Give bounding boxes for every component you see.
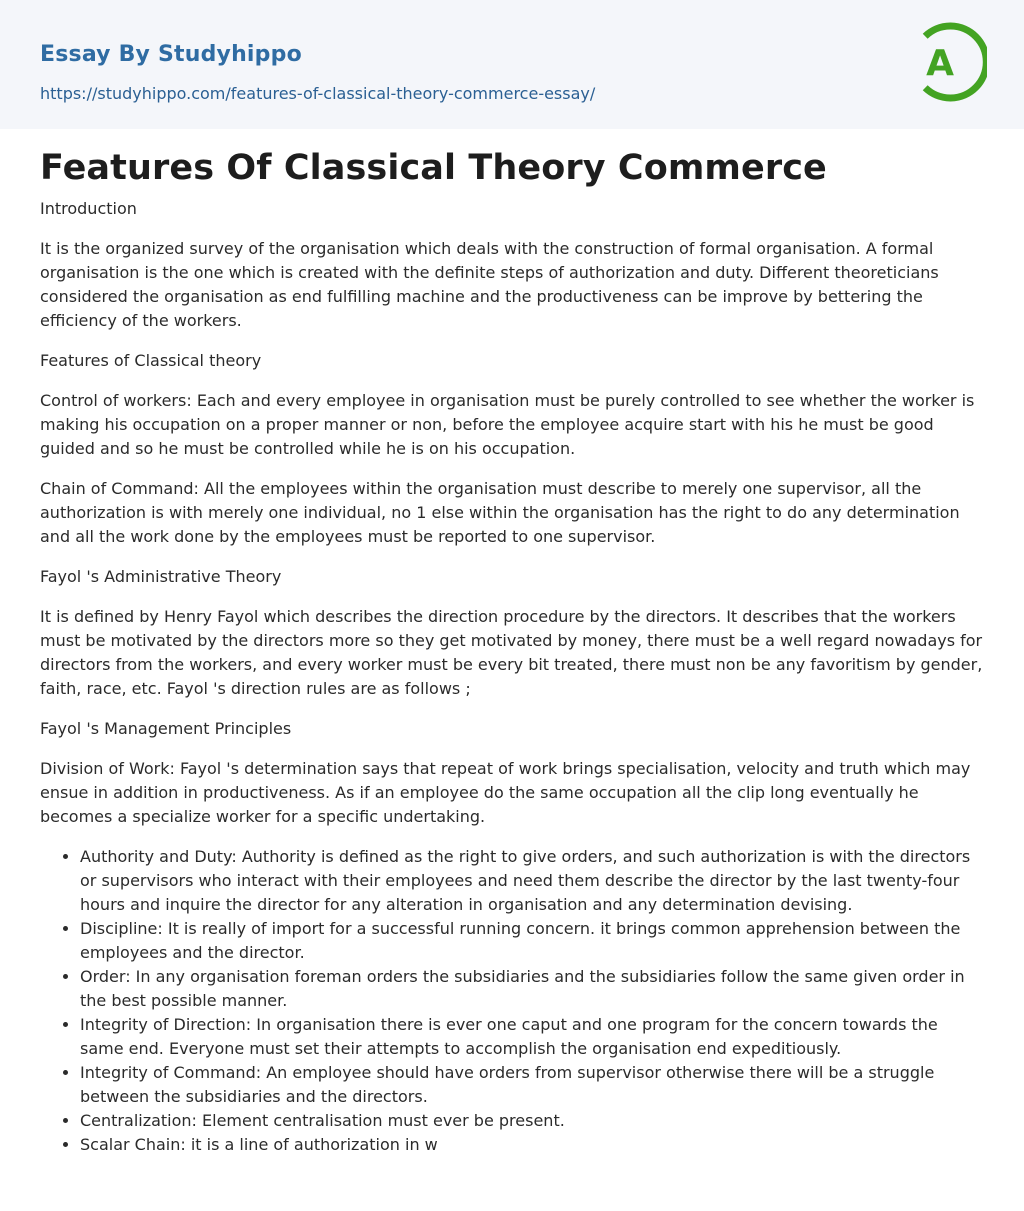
logo-letter: A <box>926 43 954 84</box>
list-item: • Integrity of Command: An employee should have orders from supervisor otherwise there will be a struggle between the subsidiaries and the directors. <box>80 1061 984 1109</box>
list-item: • Scalar Chain: it is a line of authorization in w <box>80 1133 984 1157</box>
paragraph-chain-of-command: Chain of Command: All the employees within the organisation must describe to merely one supervisor, all the authorization is with merely one individual, no 1 else within the organisation has the right to do any determination and all the work done by the employees must be reported to one supervisor. <box>40 479 960 546</box>
list-item: • Centralization: Element centralisation must ever be present. <box>80 1109 984 1133</box>
essay-body <box>40 197 984 1157</box>
studyhippo-logo-icon[interactable] <box>911 18 987 106</box>
section-heading-introduction: Introduction <box>40 199 137 218</box>
site-brand[interactable]: Essay By Studyhippo <box>40 42 302 67</box>
list-item: • Discipline: It is really of import for a successful running concern. it brings common apprehension between the employees and the director. <box>80 917 984 965</box>
section-heading-features: Features of Classical theory <box>40 351 262 370</box>
list-item: • Order: In any organisation foreman orders the subsidiaries and the subsidiaries follow the same given order in the best possible manner. <box>80 965 984 1013</box>
section-heading-administrative-theory: Fayol 's Administrative Theory <box>40 567 282 586</box>
paragraph-introduction: It is the organized survey of the organisation which deals with the construction of formal organisation. A formal organisation is the one which is created with the definite steps of authorization and duty. Different theoreticians considered the organisation as end fulfilling machine and the productiveness can be improve by bettering the efficiency of the workers. <box>40 239 939 330</box>
principles-list <box>40 845 984 1157</box>
paragraph-control-of-workers: Control of workers: Each and every employee in organisation must be purely controlled to see whether the worker is making his occupation on a proper manner or non, before the employee acquire start with his he must be good guided and so he must be controlled while he is on his occupation. <box>40 391 975 458</box>
section-heading-management-principles: Fayol 's Management Principles <box>40 719 292 738</box>
essay-url-link[interactable]: https://studyhippo.com/features-of-classical-theory-commerce-essay/ <box>40 84 596 103</box>
paragraph-division-of-work: Division of Work: Fayol 's determination says that repeat of work brings specialisation, velocity and truth which may ensue in addition in productiveness. As if an employee do the same occupation all the clip long eventually he becomes a specialize worker for a specific undertaking. <box>40 759 971 826</box>
paragraph-administrative-theory: It is defined by Henry Fayol which describes the direction procedure by the directors. It describes that the workers must be motivated by the directors more so they get motivated by money, there must be a well regard nowadays for directors from the workers, and every worker must be every bit treated, there must non be any favoritism by gender, faith, race, etc. Fayol 's direction rules are as follows ; <box>40 607 983 698</box>
essay-content <box>0 129 1024 1157</box>
essay-title: Features Of Classical Theory Commerce <box>40 148 827 188</box>
list-item: • Integrity of Direction: In organisation there is ever one caput and one program for the concern towards the same end. Everyone must set their attempts to accomplish the organisation end expeditiously. <box>80 1013 984 1061</box>
list-item: • Authority and Duty: Authority is defined as the right to give orders, and such authorization is with the directors or supervisors who interact with their employees and need them describe the director by the last twenty-four hours and inquire the director for any alteration in organisation and any determination devising. <box>80 845 984 917</box>
site-header <box>0 0 1024 129</box>
